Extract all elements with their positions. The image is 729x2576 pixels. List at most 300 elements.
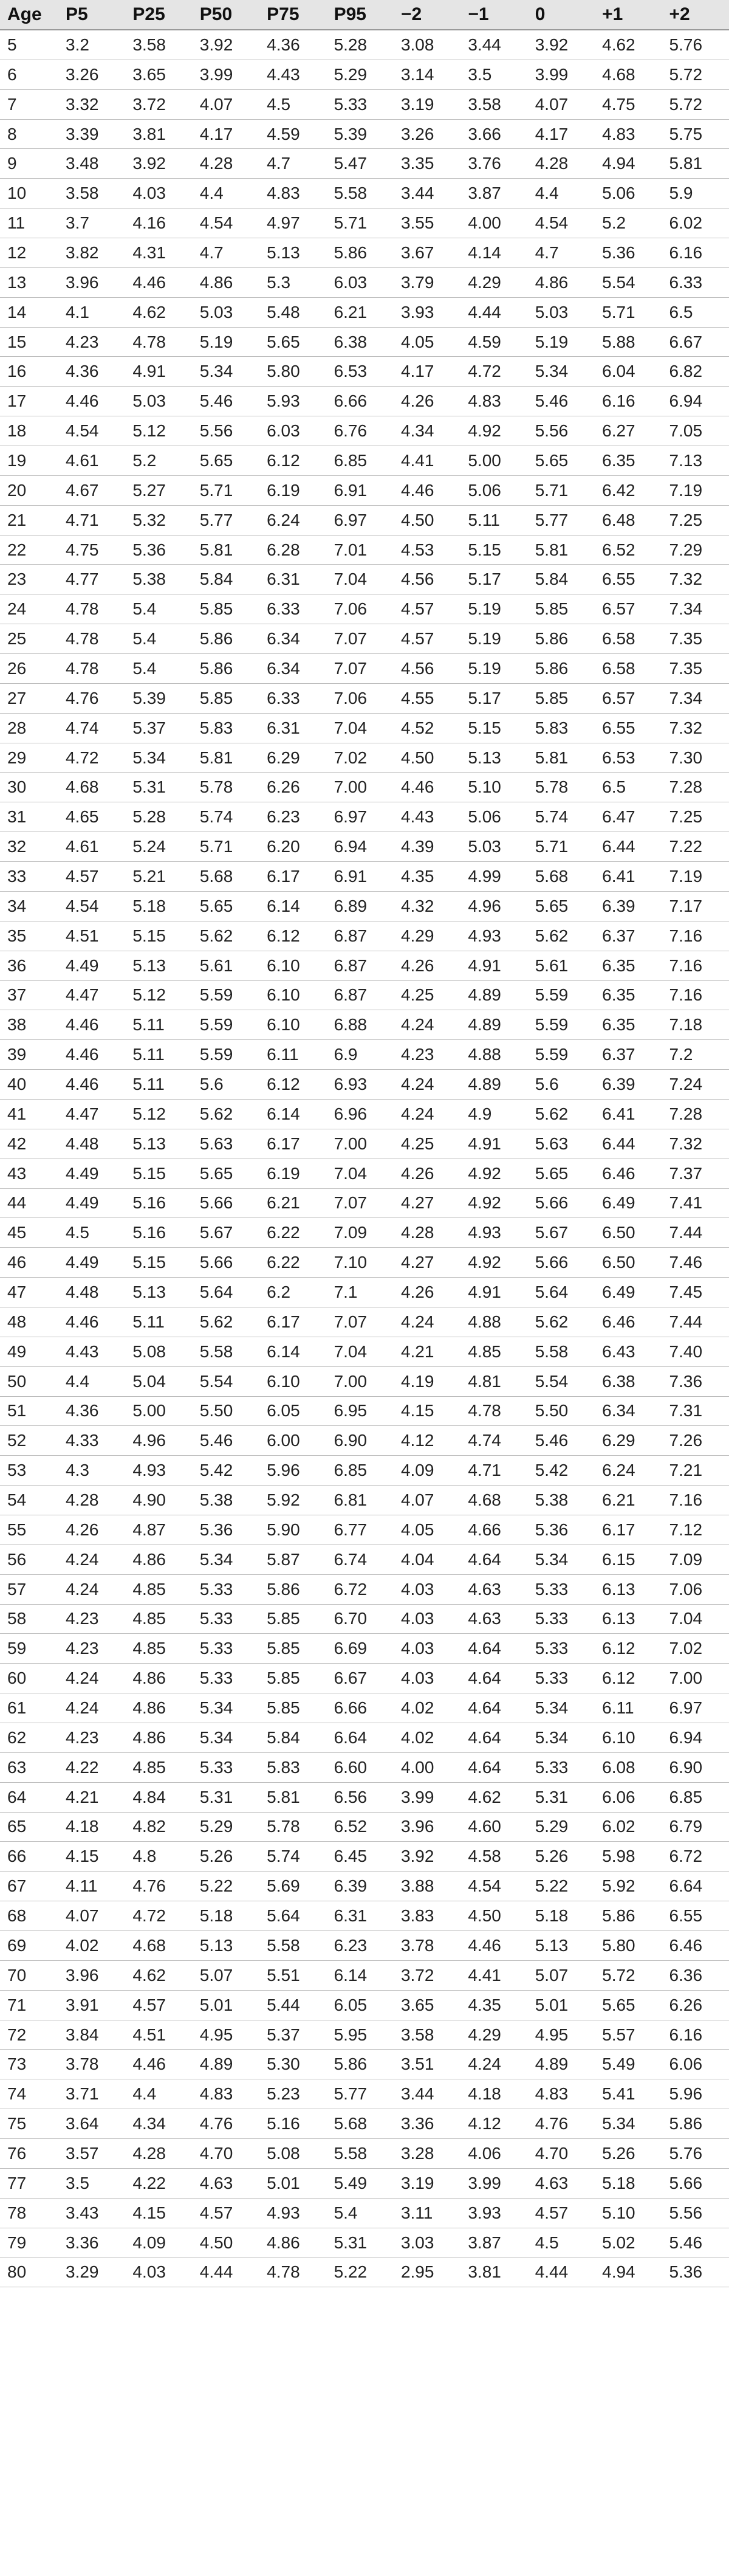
- value-cell: 3.87: [460, 2228, 527, 2257]
- value-cell: 4.43: [259, 60, 326, 89]
- value-cell: 5.31: [528, 1782, 595, 1812]
- value-cell: 3.91: [58, 1990, 125, 2020]
- value-cell: 6.87: [327, 921, 394, 951]
- age-cell: 69: [0, 1931, 58, 1961]
- value-cell: 6.76: [327, 416, 394, 446]
- value-cell: 7.16: [662, 1486, 729, 1515]
- value-cell: 4.24: [58, 1664, 125, 1693]
- value-cell: 4.57: [394, 594, 460, 624]
- value-cell: 6.49: [595, 1278, 662, 1307]
- value-cell: 4.53: [394, 535, 460, 565]
- value-cell: 4.17: [193, 119, 259, 149]
- value-cell: 6.17: [595, 1515, 662, 1545]
- value-cell: 4.25: [394, 1129, 460, 1159]
- value-cell: 4.68: [125, 1931, 192, 1961]
- value-cell: 5.18: [193, 1901, 259, 1931]
- value-cell: 5.92: [595, 1872, 662, 1901]
- age-cell: 34: [0, 891, 58, 921]
- value-cell: 6.95: [327, 1396, 394, 1426]
- value-cell: 5.80: [595, 1931, 662, 1961]
- table-row: [0, 594, 729, 624]
- value-cell: 4.46: [58, 1307, 125, 1337]
- value-cell: 5.68: [193, 862, 259, 892]
- value-cell: 5.34: [193, 357, 259, 387]
- table-row: [0, 862, 729, 892]
- value-cell: 4.71: [460, 1456, 527, 1486]
- value-cell: 6.16: [595, 387, 662, 416]
- age-cell: 78: [0, 2198, 58, 2228]
- age-cell: 77: [0, 2168, 58, 2198]
- value-cell: 4.23: [58, 1634, 125, 1664]
- value-cell: 6.29: [259, 743, 326, 773]
- age-cell: 67: [0, 1872, 58, 1901]
- value-cell: 4.75: [595, 89, 662, 119]
- column-header: +2: [662, 0, 729, 30]
- value-cell: 5.59: [528, 980, 595, 1010]
- value-cell: 5.80: [259, 357, 326, 387]
- value-cell: 6.13: [595, 1574, 662, 1604]
- age-cell: 42: [0, 1129, 58, 1159]
- value-cell: 7.16: [662, 951, 729, 980]
- table-row: [0, 535, 729, 565]
- value-cell: 5.33: [327, 89, 394, 119]
- value-cell: 3.28: [394, 2139, 460, 2169]
- value-cell: 6.16: [662, 238, 729, 268]
- age-cell: 6: [0, 60, 58, 89]
- value-cell: 5.46: [193, 387, 259, 416]
- value-cell: 5.85: [259, 1693, 326, 1723]
- value-cell: 5.11: [125, 1070, 192, 1100]
- value-cell: 4.48: [58, 1129, 125, 1159]
- value-cell: 5.36: [125, 535, 192, 565]
- value-cell: 5.85: [259, 1634, 326, 1664]
- value-cell: 6.10: [595, 1723, 662, 1752]
- value-cell: 3.96: [58, 1960, 125, 1990]
- table-row: [0, 1188, 729, 1218]
- table-row: [0, 1040, 729, 1070]
- value-cell: 3.36: [394, 2109, 460, 2139]
- value-cell: 5.81: [193, 743, 259, 773]
- value-cell: 5.88: [595, 327, 662, 357]
- value-cell: 7.04: [327, 1337, 394, 1366]
- column-header: −1: [460, 0, 527, 30]
- table-row: [0, 475, 729, 505]
- value-cell: 5.96: [259, 1456, 326, 1486]
- value-cell: 6.93: [327, 1070, 394, 1100]
- value-cell: 5.27: [125, 475, 192, 505]
- value-cell: 4.36: [58, 1396, 125, 1426]
- age-cell: 8: [0, 119, 58, 149]
- value-cell: 7.30: [662, 743, 729, 773]
- value-cell: 6.10: [259, 980, 326, 1010]
- value-cell: 4.41: [394, 446, 460, 476]
- value-cell: 4.85: [460, 1337, 527, 1366]
- value-cell: 3.44: [460, 30, 527, 60]
- value-cell: 6.21: [327, 297, 394, 327]
- value-cell: 5.34: [193, 1545, 259, 1574]
- value-cell: 4.26: [394, 1278, 460, 1307]
- value-cell: 5.38: [193, 1486, 259, 1515]
- value-cell: 6.70: [327, 1604, 394, 1634]
- value-cell: 4.78: [58, 654, 125, 684]
- value-cell: 6.24: [595, 1456, 662, 1486]
- value-cell: 7.04: [327, 565, 394, 594]
- value-cell: 4.72: [460, 357, 527, 387]
- value-cell: 5.47: [327, 149, 394, 179]
- value-cell: 4.02: [394, 1693, 460, 1723]
- value-cell: 5.44: [259, 1990, 326, 2020]
- value-cell: 5.49: [595, 2050, 662, 2079]
- value-cell: 5.66: [662, 2168, 729, 2198]
- value-cell: 4.28: [193, 149, 259, 179]
- value-cell: 6.02: [662, 208, 729, 238]
- value-cell: 3.55: [394, 208, 460, 238]
- value-cell: 6.88: [327, 1010, 394, 1040]
- value-cell: 4.26: [394, 387, 460, 416]
- value-cell: 5.65: [193, 891, 259, 921]
- age-cell: 11: [0, 208, 58, 238]
- value-cell: 4.68: [595, 60, 662, 89]
- age-cell: 22: [0, 535, 58, 565]
- value-cell: 6.56: [327, 1782, 394, 1812]
- value-cell: 4.32: [394, 891, 460, 921]
- value-cell: 4.74: [460, 1426, 527, 1456]
- value-cell: 5.08: [125, 1337, 192, 1366]
- age-cell: 13: [0, 267, 58, 297]
- age-cell: 52: [0, 1426, 58, 1456]
- value-cell: 5.29: [193, 1812, 259, 1842]
- value-cell: 6.27: [595, 416, 662, 446]
- value-cell: 6.39: [595, 891, 662, 921]
- value-cell: 3.7: [58, 208, 125, 238]
- value-cell: 4.23: [58, 327, 125, 357]
- value-cell: 4.61: [58, 832, 125, 862]
- value-cell: 4.46: [394, 475, 460, 505]
- value-cell: 6.46: [595, 1307, 662, 1337]
- value-cell: 3.32: [58, 89, 125, 119]
- table-row: [0, 505, 729, 535]
- age-cell: 21: [0, 505, 58, 535]
- value-cell: 3.14: [394, 60, 460, 89]
- value-cell: 4.34: [394, 416, 460, 446]
- value-cell: 6.19: [259, 1159, 326, 1188]
- value-cell: 4.52: [394, 713, 460, 743]
- value-cell: 4.85: [125, 1574, 192, 1604]
- age-cell: 74: [0, 2079, 58, 2109]
- value-cell: 6.35: [595, 446, 662, 476]
- value-cell: 4.63: [528, 2168, 595, 2198]
- value-cell: 4.83: [259, 179, 326, 208]
- value-cell: 3.58: [394, 2020, 460, 2050]
- table-row: [0, 1990, 729, 2020]
- value-cell: 4.77: [58, 565, 125, 594]
- value-cell: 7.32: [662, 565, 729, 594]
- value-cell: 6.23: [259, 802, 326, 832]
- age-cell: 24: [0, 594, 58, 624]
- age-cell: 62: [0, 1723, 58, 1752]
- age-cell: 64: [0, 1782, 58, 1812]
- value-cell: 6.26: [259, 773, 326, 802]
- value-cell: 6.96: [327, 1099, 394, 1129]
- value-cell: 4.7: [528, 238, 595, 268]
- value-cell: 6.44: [595, 832, 662, 862]
- value-cell: 5.33: [528, 1634, 595, 1664]
- value-cell: 7.35: [662, 624, 729, 654]
- value-cell: 3.99: [394, 1782, 460, 1812]
- value-cell: 5.46: [193, 1426, 259, 1456]
- age-cell: 41: [0, 1099, 58, 1129]
- table-row: [0, 2109, 729, 2139]
- value-cell: 4.57: [394, 624, 460, 654]
- age-cell: 61: [0, 1693, 58, 1723]
- value-cell: 5.10: [460, 773, 527, 802]
- value-cell: 5.34: [528, 1693, 595, 1723]
- value-cell: 5.51: [259, 1960, 326, 1990]
- age-cell: 53: [0, 1456, 58, 1486]
- value-cell: 6.42: [595, 475, 662, 505]
- value-cell: 3.96: [58, 267, 125, 297]
- value-cell: 6.11: [595, 1693, 662, 1723]
- value-cell: 5.78: [193, 773, 259, 802]
- value-cell: 4.96: [460, 891, 527, 921]
- value-cell: 6.16: [662, 2020, 729, 2050]
- value-cell: 5.08: [259, 2139, 326, 2169]
- value-cell: 5.01: [528, 1990, 595, 2020]
- value-cell: 4.57: [528, 2198, 595, 2228]
- value-cell: 4.43: [394, 802, 460, 832]
- value-cell: 3.65: [394, 1990, 460, 2020]
- column-header: P95: [327, 0, 394, 30]
- table-row: [0, 1960, 729, 1990]
- value-cell: 5.18: [528, 1901, 595, 1931]
- value-cell: 5.13: [193, 1931, 259, 1961]
- value-cell: 5.81: [528, 743, 595, 773]
- age-cell: 38: [0, 1010, 58, 1040]
- value-cell: 5.34: [125, 743, 192, 773]
- value-cell: 5.2: [125, 446, 192, 476]
- value-cell: 5.68: [528, 862, 595, 892]
- value-cell: 4.65: [58, 802, 125, 832]
- value-cell: 6.5: [662, 297, 729, 327]
- value-cell: 6.21: [595, 1486, 662, 1515]
- value-cell: 5.92: [259, 1486, 326, 1515]
- value-cell: 7.07: [327, 1307, 394, 1337]
- value-cell: 4.24: [394, 1307, 460, 1337]
- value-cell: 5.81: [193, 535, 259, 565]
- value-cell: 4.00: [394, 1752, 460, 1782]
- value-cell: 6.55: [595, 713, 662, 743]
- value-cell: 7.35: [662, 654, 729, 684]
- value-cell: 6.79: [662, 1812, 729, 1842]
- value-cell: 5.58: [327, 179, 394, 208]
- table-row: [0, 891, 729, 921]
- value-cell: 5.83: [193, 713, 259, 743]
- value-cell: 6.53: [595, 743, 662, 773]
- table-row: [0, 951, 729, 980]
- value-cell: 5.58: [327, 2139, 394, 2169]
- value-cell: 4.92: [460, 416, 527, 446]
- table-row: [0, 1574, 729, 1604]
- value-cell: 7.29: [662, 535, 729, 565]
- value-cell: 5.01: [259, 2168, 326, 2198]
- value-cell: 4.57: [125, 1990, 192, 2020]
- value-cell: 6.77: [327, 1515, 394, 1545]
- value-cell: 4.61: [58, 446, 125, 476]
- table-row: [0, 1634, 729, 1664]
- value-cell: 5.33: [193, 1574, 259, 1604]
- value-cell: 6.36: [662, 1960, 729, 1990]
- value-cell: 5.26: [193, 1842, 259, 1872]
- value-cell: 4.49: [58, 1188, 125, 1218]
- value-cell: 6.28: [259, 535, 326, 565]
- value-cell: 6.12: [595, 1664, 662, 1693]
- age-cell: 66: [0, 1842, 58, 1872]
- value-cell: 5.11: [125, 1010, 192, 1040]
- age-cell: 45: [0, 1218, 58, 1248]
- value-cell: 5.6: [528, 1070, 595, 1100]
- value-cell: 3.66: [460, 119, 527, 149]
- value-cell: 4.48: [58, 1278, 125, 1307]
- value-cell: 6.97: [327, 802, 394, 832]
- value-cell: 4.93: [460, 1218, 527, 1248]
- value-cell: 7.09: [662, 1545, 729, 1574]
- table-row: [0, 565, 729, 594]
- column-header: 0: [528, 0, 595, 30]
- value-cell: 5.4: [327, 2198, 394, 2228]
- value-cell: 6.57: [595, 683, 662, 713]
- value-cell: 6.87: [327, 951, 394, 980]
- table-row: [0, 1396, 729, 1426]
- age-cell: 14: [0, 297, 58, 327]
- value-cell: 4.56: [394, 654, 460, 684]
- value-cell: 4.22: [125, 2168, 192, 2198]
- value-cell: 4.22: [58, 1752, 125, 1782]
- value-cell: 4.28: [394, 1218, 460, 1248]
- value-cell: 7.00: [327, 1366, 394, 1396]
- value-cell: 4.25: [394, 980, 460, 1010]
- column-header: P5: [58, 0, 125, 30]
- value-cell: 7.34: [662, 683, 729, 713]
- value-cell: 6.10: [259, 1010, 326, 1040]
- age-cell: 68: [0, 1901, 58, 1931]
- table-row: [0, 1010, 729, 1040]
- value-cell: 4.54: [528, 208, 595, 238]
- value-cell: 4.5: [259, 89, 326, 119]
- value-cell: 7.19: [662, 475, 729, 505]
- value-cell: 3.72: [394, 1960, 460, 1990]
- value-cell: 5.65: [528, 1159, 595, 1188]
- value-cell: 5.64: [259, 1901, 326, 1931]
- table-row: [0, 238, 729, 268]
- age-cell: 72: [0, 2020, 58, 2050]
- value-cell: 5.65: [259, 327, 326, 357]
- value-cell: 4.34: [125, 2109, 192, 2139]
- value-cell: 5.00: [460, 446, 527, 476]
- value-cell: 4.03: [394, 1604, 460, 1634]
- value-cell: 4.26: [394, 1159, 460, 1188]
- value-cell: 5.72: [662, 89, 729, 119]
- value-cell: 7.1: [327, 1278, 394, 1307]
- value-cell: 6.41: [595, 1099, 662, 1129]
- value-cell: 5.59: [193, 980, 259, 1010]
- value-cell: 4.29: [460, 2020, 527, 2050]
- value-cell: 5.65: [528, 891, 595, 921]
- value-cell: 5.57: [595, 2020, 662, 2050]
- value-cell: 4.93: [460, 921, 527, 951]
- value-cell: 4.29: [460, 267, 527, 297]
- value-cell: 4.46: [460, 1931, 527, 1961]
- value-cell: 4.78: [259, 2257, 326, 2287]
- value-cell: 5.71: [528, 832, 595, 862]
- value-cell: 4.18: [58, 1812, 125, 1842]
- table-row: [0, 1159, 729, 1188]
- value-cell: 5.83: [259, 1752, 326, 1782]
- value-cell: 4.62: [595, 30, 662, 60]
- value-cell: 3.92: [193, 30, 259, 60]
- value-cell: 5.86: [662, 2109, 729, 2139]
- table-row: [0, 30, 729, 60]
- column-header: P25: [125, 0, 192, 30]
- value-cell: 3.99: [528, 60, 595, 89]
- table-row: [0, 357, 729, 387]
- value-cell: 6.17: [259, 1129, 326, 1159]
- value-cell: 4.46: [58, 1070, 125, 1100]
- value-cell: 3.29: [58, 2257, 125, 2287]
- value-cell: 4.49: [58, 951, 125, 980]
- age-cell: 55: [0, 1515, 58, 1545]
- value-cell: 4.72: [58, 743, 125, 773]
- value-cell: 6.55: [662, 1901, 729, 1931]
- value-cell: 5.72: [662, 60, 729, 89]
- value-cell: 4.5: [58, 1218, 125, 1248]
- value-cell: 3.58: [58, 179, 125, 208]
- value-cell: 5.13: [125, 951, 192, 980]
- value-cell: 5.42: [193, 1456, 259, 1486]
- value-cell: 5.19: [528, 327, 595, 357]
- value-cell: 5.74: [528, 802, 595, 832]
- value-cell: 4.81: [460, 1366, 527, 1396]
- value-cell: 7.06: [327, 683, 394, 713]
- value-cell: 6.67: [662, 327, 729, 357]
- table-row: [0, 2198, 729, 2228]
- value-cell: 4.59: [259, 119, 326, 149]
- value-cell: 5.13: [125, 1129, 192, 1159]
- value-cell: 7.10: [327, 1248, 394, 1278]
- value-cell: 4.50: [394, 743, 460, 773]
- value-cell: 5.66: [528, 1248, 595, 1278]
- table-row: [0, 267, 729, 297]
- value-cell: 4.76: [58, 683, 125, 713]
- value-cell: 4.64: [460, 1545, 527, 1574]
- value-cell: 4.23: [58, 1604, 125, 1634]
- value-cell: 4.46: [58, 1010, 125, 1040]
- value-cell: 5.34: [193, 1723, 259, 1752]
- value-cell: 5.24: [125, 832, 192, 862]
- value-cell: 7.22: [662, 832, 729, 862]
- value-cell: 4.58: [460, 1842, 527, 1872]
- value-cell: 4.55: [394, 683, 460, 713]
- age-cell: 37: [0, 980, 58, 1010]
- value-cell: 4.41: [460, 1960, 527, 1990]
- value-cell: 3.99: [460, 2168, 527, 2198]
- value-cell: 4.71: [58, 505, 125, 535]
- value-cell: 6.55: [595, 565, 662, 594]
- value-cell: 6.17: [259, 1307, 326, 1337]
- age-cell: 58: [0, 1604, 58, 1634]
- value-cell: 4.8: [125, 1842, 192, 1872]
- value-cell: 6.10: [259, 1366, 326, 1396]
- value-cell: 3.93: [460, 2198, 527, 2228]
